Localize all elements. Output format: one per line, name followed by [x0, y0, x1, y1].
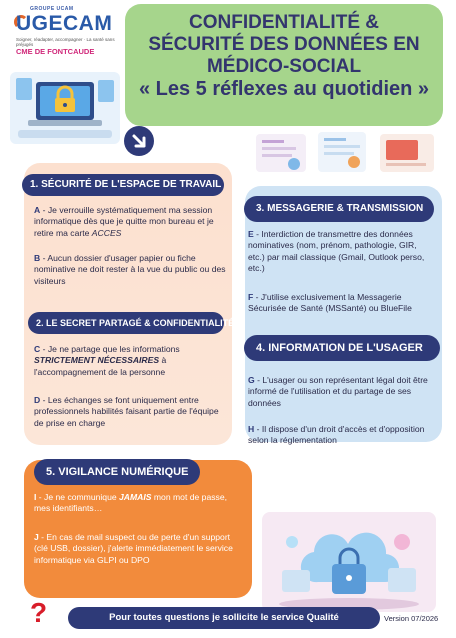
item-c-text-end: à l'accompagnement de la personne [34, 355, 167, 377]
section-5-item-j [34, 532, 244, 566]
item-c-letter: C [34, 344, 41, 354]
section-1-header: 1. SÉCURITÉ DE L'ESPACE DE TRAVAIL [22, 174, 224, 196]
item-d-text: - Les échanges se font uniquement entre professionnels habilités faisant partie de l'équipe de prise en charge [34, 395, 219, 428]
title-line-2: SÉCURITÉ DES DONNÉES EN [148, 34, 420, 55]
section-5-header: 5. VIGILANCE NUMÉRIQUE [34, 459, 200, 485]
section-2-item-d [34, 395, 230, 429]
item-b-text: - Aucun dossier d'usager papier ou fiche nominative ne doit rester à la vue du public ou des visiteurs [34, 253, 226, 286]
section-1-item-a [34, 205, 230, 239]
item-e-text: - Interdiction de transmettre des données nominatives (nom, prénom, pathologie, GIR, etc.) par mail classique (Gmail, Outlook perso, etc.) [248, 229, 425, 274]
logo-site: CME DE FONTCAUDE [16, 47, 95, 56]
item-h-letter: H [248, 424, 255, 434]
section-3-item-e [248, 229, 434, 275]
laptop-lock-illustration [10, 72, 120, 144]
documents-illustration [246, 128, 442, 178]
item-a-letter: A [34, 205, 41, 215]
question-mark-icon: ? [30, 597, 48, 628]
item-b-letter: B [34, 253, 41, 263]
item-f-text: - J'utilise exclusivement la Messagerie Sécurisée de Santé (MSSanté) ou BlueFile [248, 292, 412, 314]
item-a-text: - Je verrouille systématiquement ma session informatique dès que je quitte mon bureau et je retire ma carte [34, 205, 214, 238]
item-j-text: - En cas de mail suspect ou de perte d'un support (clé USB, dossier), j'alerte immédiatement le service informatique via GLPI ou DPO [34, 532, 233, 565]
section-3-header: 3. MESSAGERIE & TRANSMISSION [244, 196, 434, 222]
item-g-text: - L'usager ou son représentant légal doit être informé de l'utilisation et du partage de ses données [248, 375, 428, 408]
logo-group: GROUPE UCAM [30, 6, 74, 12]
section-4-item-h [248, 424, 434, 447]
section-2-header: 2. LE SECRET PARTAGÉ & CONFIDENTIALITÉ [28, 312, 224, 334]
logo-name: UGECAM [16, 12, 113, 35]
section-2-item-c [34, 344, 230, 378]
section-1-item-b [34, 253, 230, 287]
title-line-4: « Les 5 réflexes au quotidien » [138, 78, 430, 100]
item-i-emphasis: JAMAIS [119, 492, 152, 502]
item-c-emphasis: STRICTEMENT NÉCESSAIRES [34, 355, 160, 366]
item-d-letter: D [34, 395, 41, 405]
item-i-text-end: mon mot de passe, mes identifiants… [34, 492, 227, 514]
section-4-item-g [248, 375, 434, 409]
section-4-header: 4. INFORMATION DE L'USAGER [244, 335, 440, 361]
contact-banner: Pour toutes questions je sollicite le service Qualité [68, 607, 380, 629]
item-i-letter: I [34, 492, 37, 502]
item-h-text: - Il dispose d'un droit d'accès et d'opposition selon la réglementation [248, 424, 425, 446]
cloud-security-illustration [262, 512, 436, 612]
item-j-letter: J [34, 532, 39, 542]
logo-tagline: Soigner, réadapter, accompagner · La santé sans préjugés [16, 37, 115, 47]
section-3-item-f [248, 292, 434, 315]
version-label: Version 07/2026 [384, 614, 439, 623]
item-e-letter: E [248, 229, 254, 239]
ugecam-logo [8, 6, 118, 70]
title-line-3: MÉDICO-SOCIAL [206, 56, 362, 77]
item-i-text: - Je ne communique [36, 492, 120, 502]
item-g-letter: G [248, 375, 255, 385]
item-c-text: - Je ne partage que les informations [40, 344, 180, 354]
section-5-item-i [34, 492, 242, 515]
arrow-down-right-icon [124, 126, 154, 156]
title-line-1: CONFIDENTIALITÉ & [189, 12, 379, 33]
page-title [125, 4, 443, 126]
item-f-letter: F [248, 292, 254, 302]
item-a-emphasis: ACCES [91, 227, 122, 238]
